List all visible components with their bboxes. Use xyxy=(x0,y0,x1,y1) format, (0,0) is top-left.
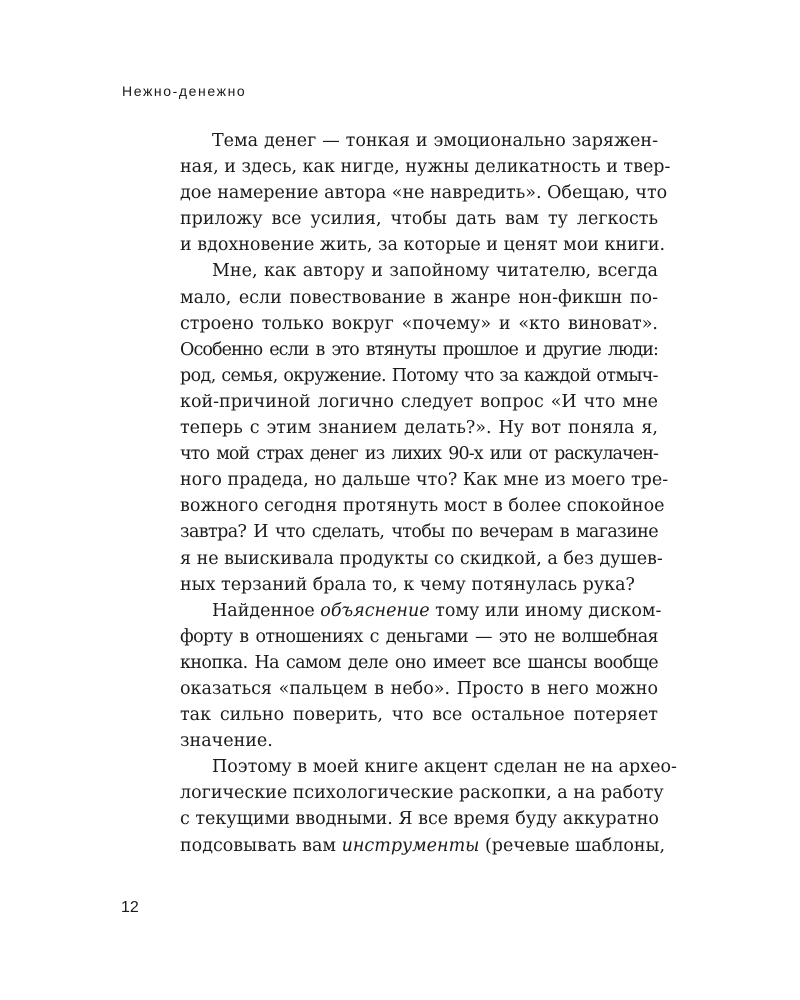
text-line: Мне, как автору и запойному читателю, всегда xyxy=(212,261,658,282)
text-line: Тема денег — тонкая и эмоционально заряжен- xyxy=(212,131,658,151)
text-line: дое намерение автора «не навредить». Обещаю, что xyxy=(180,183,668,204)
text-line: и вдохновение жить, за которые и ценят мои книги. xyxy=(180,235,666,256)
text-line: строено только вокруг «почему» и «кто виноват». xyxy=(180,313,658,334)
text-line: вожного сегодня протянуть мост в более спокойное xyxy=(180,496,665,517)
italic-term: инструменты xyxy=(341,835,480,856)
text-line: теперь с этим знанием делать?». Ну вот поняла я, xyxy=(180,418,658,439)
text-line: кой-причиной логично следует вопрос «И что мне xyxy=(180,391,658,412)
text-fragment: подсовывать вам xyxy=(180,835,342,856)
text-line: завтра? И что сделать, чтобы по вечерам в магазине xyxy=(180,522,658,543)
text-fragment: тому или иному диском- xyxy=(429,600,662,621)
text-line: так сильно поверить, что все остальное потеряет xyxy=(180,705,658,726)
italic-term: объяснение xyxy=(320,600,430,621)
page-number: 12 xyxy=(121,899,139,916)
text-line: род, семья, окружение. Потому что за каждой отмыч- xyxy=(180,365,658,386)
text-line: что мой страх денег из лихих 90-х или от раскулачен- xyxy=(180,444,658,465)
body-text xyxy=(180,128,677,859)
text-line: форту в отношениях с деньгами — это не волшебная xyxy=(180,626,658,647)
text-line: Поэтому в моей книге акцент сделан не на архео- xyxy=(212,757,677,778)
text-fragment: (речевые шаблоны, xyxy=(479,835,666,856)
text-line: значение. xyxy=(180,731,273,752)
text-line xyxy=(180,833,666,859)
text-line: ная, и здесь, как нигде, нужны деликатность и твер- xyxy=(180,157,671,178)
text-line: я не выискивала продукты со скидкой, а без душев- xyxy=(180,548,663,569)
text-line: логические психологические раскопки, а на работу xyxy=(180,783,664,804)
text-line: приложу все усилия, чтобы дать вам ту легкость xyxy=(180,209,658,230)
text-line xyxy=(180,598,662,624)
text-line: оказаться «пальцем в небо». Просто в него можно xyxy=(180,678,658,699)
text-line: Особенно если в это втянуты прошлое и другие люди: xyxy=(180,339,658,360)
running-head: Нежно-денежно xyxy=(122,83,247,99)
text-line: с текущими вводными. Я все время буду аккуратно xyxy=(180,809,659,830)
text-line: кнопка. На самом деле оно имеет все шансы вообще xyxy=(180,652,658,673)
text-line: мало, если повествование в жанре нон-фикшн по- xyxy=(180,287,658,308)
text-line: ного прадеда, но дальше что? Как мне из моего тре- xyxy=(180,470,669,491)
text-fragment: Найденное xyxy=(212,600,321,621)
text-line: ных терзаний брала то, к чему потянулась рука? xyxy=(180,574,635,595)
